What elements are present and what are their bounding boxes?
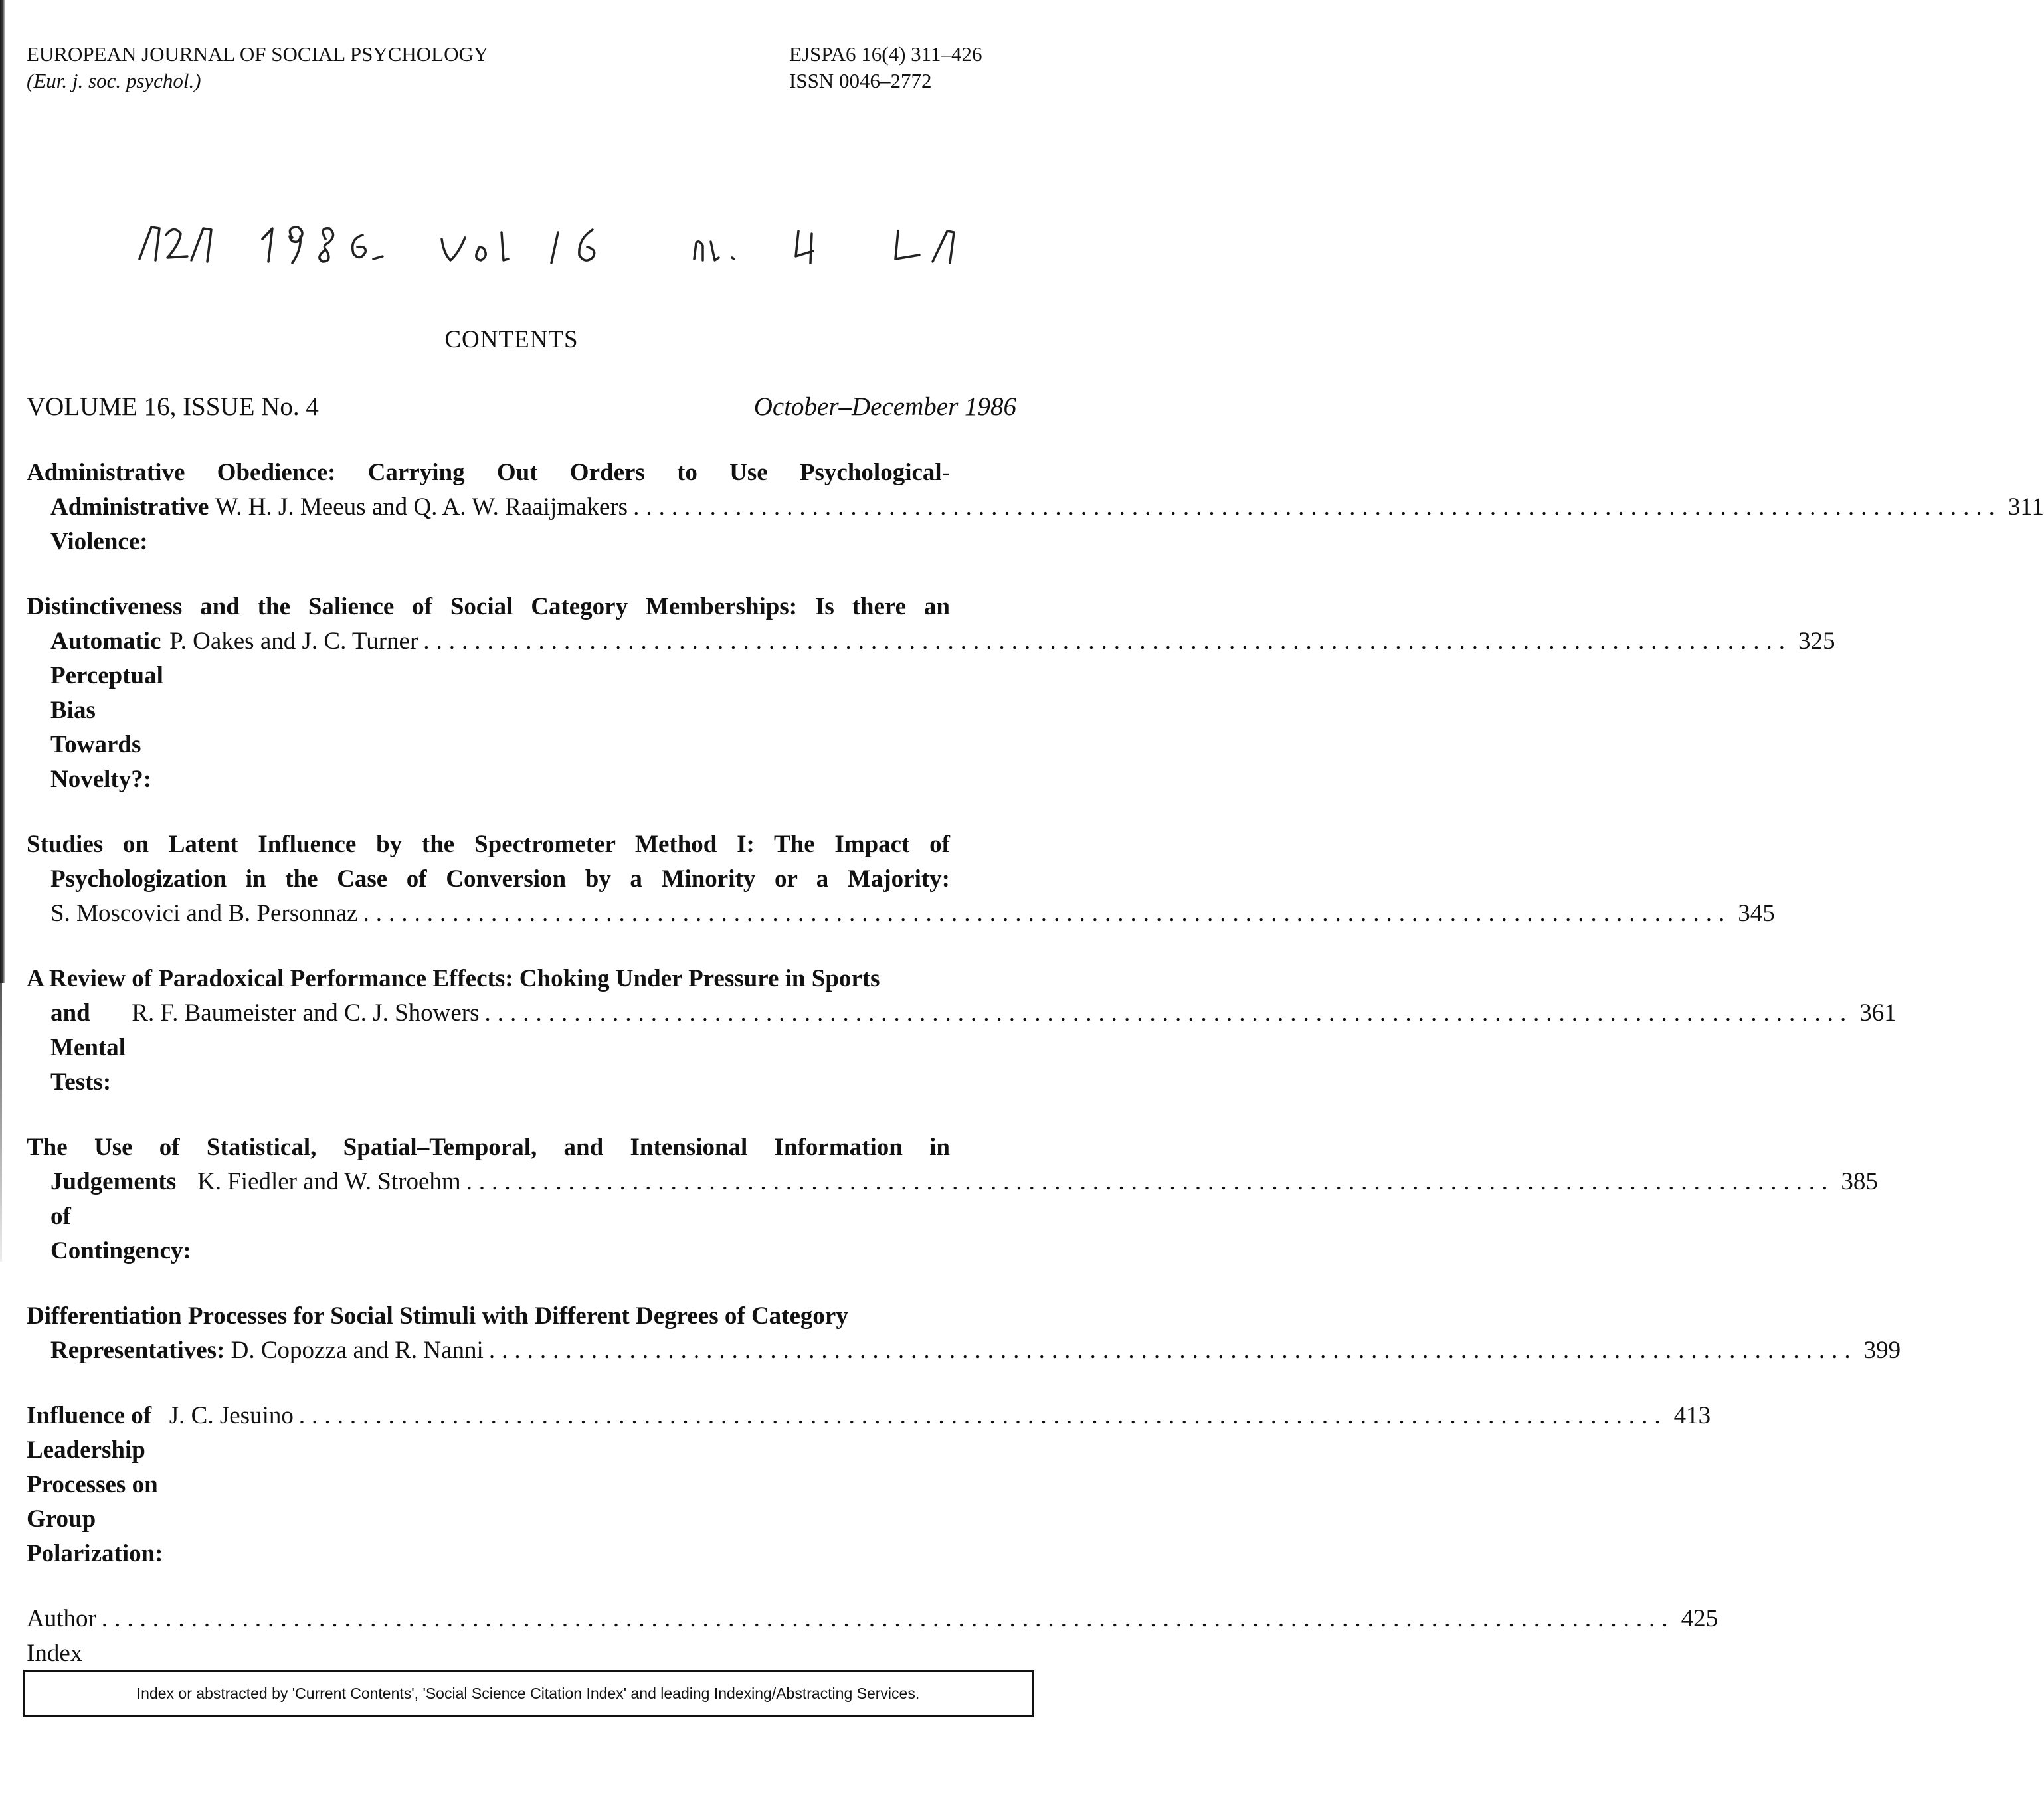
journal-abbreviation: (Eur. j. soc. psychol.) xyxy=(27,69,201,92)
article-title-end: Automatic Perceptual Bias Towards Novelty?: xyxy=(50,628,163,793)
journal-issn: ISSN 0046–2772 xyxy=(789,69,932,92)
issue-line xyxy=(27,392,1016,425)
contents-heading: CONTENTS xyxy=(444,326,579,353)
volume-issue: VOLUME 16, ISSUE No. 4 xyxy=(27,392,319,421)
toc-entry-author-index[interactable] xyxy=(27,1602,1719,1671)
toc-entry[interactable] xyxy=(27,456,2044,559)
dot-leader: ........................................................................................................... xyxy=(488,1337,1857,1364)
article-title: Influence of Leadership Processes on Group Polarization: xyxy=(27,1402,163,1567)
dot-leader: ........................................................................................................... xyxy=(633,493,2001,521)
dot-leader: ........................................................................................................... xyxy=(363,900,1732,927)
article-authors: S. Moscovici and B. Personnaz xyxy=(50,900,358,927)
toc-entry[interactable] xyxy=(27,1299,1901,1368)
page-number: 345 xyxy=(1738,900,1775,927)
article-authors: W. H. J. Meeus and Q. A. W. Raaijmakers xyxy=(215,493,628,521)
article-title-end: Judgements of Contingency: xyxy=(50,1168,191,1264)
article-title-end: Administrative Violence: xyxy=(50,493,209,555)
article-authors: R. F. Baumeister and C. J. Showers xyxy=(132,999,480,1027)
page-number: 425 xyxy=(1681,1605,1719,1632)
handwritten-shelf-note xyxy=(126,213,990,279)
article-last-line xyxy=(27,1334,1901,1368)
article-authors: D. Copozza and R. Nanni xyxy=(231,1337,484,1364)
dot-leader: ........................................................................................................... xyxy=(484,999,1853,1027)
toc-entry[interactable] xyxy=(27,1130,1878,1268)
toc-entry[interactable] xyxy=(27,590,1835,797)
article-title-end: Representatives: xyxy=(50,1337,225,1364)
page-binding-shadow xyxy=(0,983,2,1262)
article-title-line: Administrative Obedience: Carrying Out Orders to Use Psychological- xyxy=(27,459,950,486)
article-last-line xyxy=(27,897,1775,931)
article-title-continued: Psychologization in the Case of Conversion by a Minority or a Majority: xyxy=(50,865,950,893)
journal-header xyxy=(27,41,488,94)
dot-leader: ........................................................................................................................... xyxy=(101,1605,1675,1632)
dot-leader: ........................................................................................................... xyxy=(466,1168,1835,1195)
article-last-line xyxy=(27,624,1835,797)
page-binding-edge xyxy=(0,0,5,983)
indexing-notice xyxy=(23,1670,1034,1717)
journal-title: EUROPEAN JOURNAL OF SOCIAL PSYCHOLOGY xyxy=(27,43,489,66)
page-number: 311 xyxy=(2007,493,2044,521)
author-index-label: Author Index xyxy=(27,1605,96,1667)
article-title-line: Studies on Latent Influence by the Spectrometer Method I: The Impact of xyxy=(27,831,950,858)
article-last-line xyxy=(27,996,1897,1100)
article-authors: P. Oakes and J. C. Turner xyxy=(169,628,418,655)
page-number: 385 xyxy=(1841,1168,1878,1195)
article-title-line: Differentiation Processes for Social Stimuli with Different Degrees of Category xyxy=(27,1302,848,1330)
page-number: 399 xyxy=(1863,1337,1901,1364)
article-authors: K. Fiedler and W. Stroehm xyxy=(197,1168,461,1195)
toc-entry[interactable] xyxy=(27,962,1897,1100)
article-title-line: The Use of Statistical, Spatial–Temporal, and Intensional Information in xyxy=(27,1134,950,1161)
article-title-line: Distinctiveness and the Salience of Social Category Memberships: Is there an xyxy=(27,593,950,620)
article-last-line xyxy=(27,1165,1878,1268)
indexing-notice-text: Index or abstracted by 'Current Contents', 'Social Science Citation Index' and leading Indexing/Abstracting Services. xyxy=(136,1684,920,1702)
author-index-line xyxy=(27,1602,1719,1671)
toc-entry[interactable] xyxy=(27,827,1775,931)
table-of-contents xyxy=(27,456,2044,1701)
article-last-line xyxy=(27,490,2044,559)
article-title-line: A Review of Paradoxical Performance Effects: Choking Under Pressure in Sports xyxy=(27,965,880,992)
dot-leader: ........................................................................................................... xyxy=(298,1402,1667,1429)
page-number: 361 xyxy=(1859,999,1897,1027)
issue-date: October–December 1986 xyxy=(753,392,1016,421)
toc-entry[interactable] xyxy=(27,1399,1711,1571)
article-authors: J. C. Jesuino xyxy=(169,1402,294,1429)
journal-codes xyxy=(789,41,982,94)
journal-code: EJSPA6 16(4) 311–426 xyxy=(789,43,982,66)
page-number: 413 xyxy=(1673,1402,1711,1429)
dot-leader: ........................................................................................................... xyxy=(423,628,1792,655)
article-title-end: and Mental Tests: xyxy=(50,999,126,1096)
article-single-line xyxy=(27,1399,1711,1571)
page-number: 325 xyxy=(1798,628,1835,655)
